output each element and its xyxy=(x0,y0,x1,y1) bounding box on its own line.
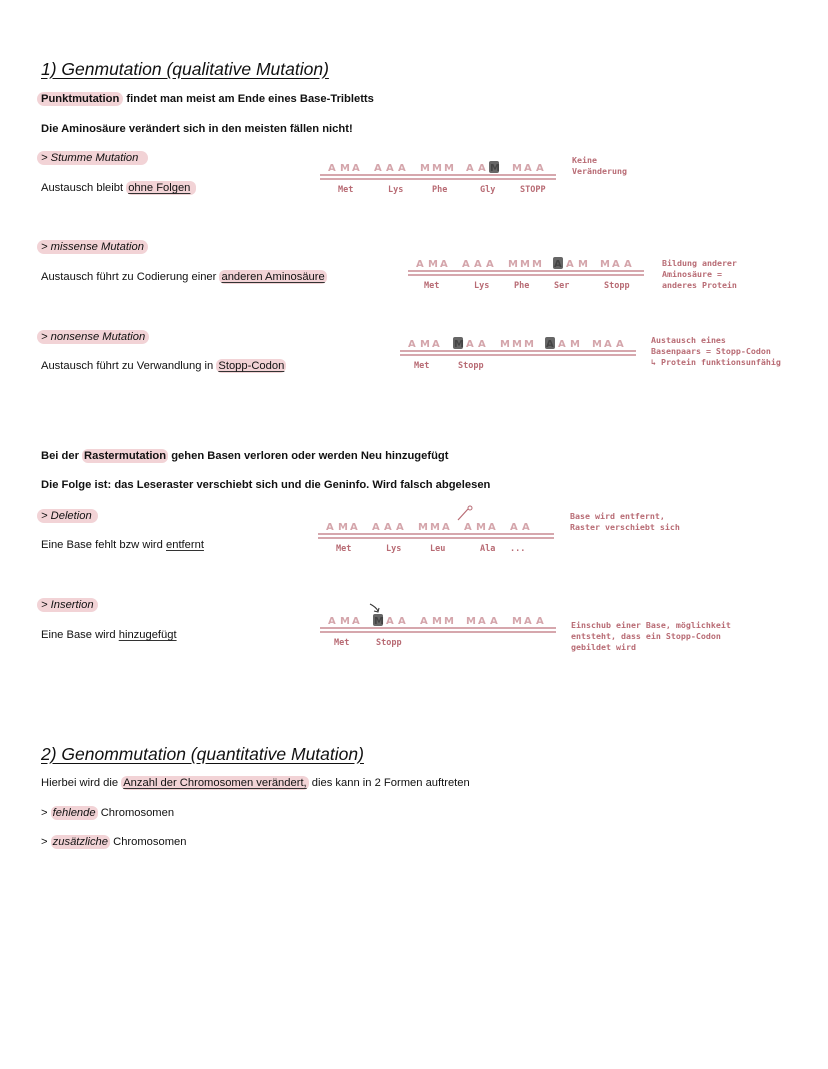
term-entfernt: entfernt xyxy=(166,539,204,551)
term-punktmutation: Punktmutation xyxy=(37,92,123,106)
heading-nonsense-mutation xyxy=(41,331,149,343)
base-letter: A xyxy=(386,163,394,174)
base-letter: M xyxy=(512,339,522,350)
term-anzahl-chromosomen: Anzahl der Chromosomen verändert, xyxy=(123,777,307,789)
base-letter: A xyxy=(408,339,416,350)
base-letter: M xyxy=(338,522,348,533)
base-letter: M xyxy=(428,259,438,270)
amino-acid-label: Phe xyxy=(432,185,448,195)
base-letter: A xyxy=(536,163,544,174)
amino-acid-label: ... xyxy=(510,544,526,554)
base-letter: A xyxy=(350,522,358,533)
text-stumme-pre: Austausch bleibt xyxy=(41,182,127,194)
removed-base-mark xyxy=(468,506,472,510)
base-letter: A xyxy=(466,163,474,174)
base-letter: M xyxy=(340,616,350,627)
base-letter: A xyxy=(396,522,404,533)
base-letter: M xyxy=(476,522,486,533)
note-line: gebildet wird xyxy=(571,642,636,652)
base-letter: A xyxy=(352,616,360,627)
amino-acid-label: Stopp xyxy=(458,361,484,371)
term-ohne-folgen: ohne Folgen xyxy=(126,181,196,195)
amino-acid-label: Gly xyxy=(480,185,496,195)
item-zusaetzliche-rest: Chromosomen xyxy=(110,836,187,848)
note-line: entsteht, dass ein Stopp-Codon xyxy=(571,631,721,641)
amino-acid-label: Ser xyxy=(554,281,570,291)
heading-stumme-mutation xyxy=(41,152,148,164)
base-letter: M xyxy=(444,163,454,174)
amino-acid-label: Met xyxy=(338,185,354,195)
base-letter: M xyxy=(600,259,610,270)
text-missense xyxy=(41,271,327,283)
item-fehlende-prefix: > xyxy=(41,807,51,819)
text-deletion xyxy=(41,539,204,551)
base-letter: A xyxy=(510,522,518,533)
base-letter: M xyxy=(418,522,428,533)
amino-acid-label: Stopp xyxy=(604,281,630,291)
base-letter: M xyxy=(374,616,384,627)
item-fehlende-rest: Chromosomen xyxy=(97,807,175,819)
amino-acid-label: Leu xyxy=(430,544,446,554)
heading-missense-mutation xyxy=(41,241,148,253)
term-anderen-aminosaeure: anderen Aminosäure xyxy=(221,271,325,283)
note-line: Austausch eines xyxy=(651,335,726,345)
base-letter: A xyxy=(466,339,474,350)
note-deletion xyxy=(570,511,680,533)
base-letter: A xyxy=(478,616,486,627)
base-letter: M xyxy=(500,339,510,350)
note-line: Raster verschiebt sich xyxy=(570,522,680,532)
text-nonsense xyxy=(41,360,286,372)
base-letter: A xyxy=(372,522,380,533)
raster-line-1 xyxy=(41,450,448,462)
base-letter: M xyxy=(432,163,442,174)
base-letter: A xyxy=(612,259,620,270)
insertion-heading-label: > Insertion xyxy=(37,598,98,612)
heading-insertion xyxy=(41,599,98,611)
base-letter: A xyxy=(420,616,428,627)
text-nonsense-pre: Austausch führt zu Verwandlung in xyxy=(41,360,217,372)
base-letter: A xyxy=(478,339,486,350)
base-letter: A xyxy=(442,522,450,533)
base-letter: A xyxy=(326,522,334,533)
base-letter: M xyxy=(430,522,440,533)
raster-line-1-pre: Bei der xyxy=(41,450,83,462)
note-line: Bildung anderer xyxy=(662,258,737,268)
base-letter: M xyxy=(578,259,588,270)
base-letter: A xyxy=(536,616,544,627)
intro-line-2: Die Aminosäure verändert sich in den meisten fällen nicht! xyxy=(41,123,353,135)
amino-acid-label: Met xyxy=(424,281,440,291)
note-insertion xyxy=(571,620,731,653)
raster-line-2: Die Folge ist: das Leseraster verschiebt sich und die Geninfo. Wird falsch abgelesen xyxy=(41,479,491,491)
base-letter: M xyxy=(512,616,522,627)
genom-line-rest: dies kann in 2 Formen auftreten xyxy=(308,777,470,789)
base-letter: A xyxy=(328,616,336,627)
base-letter: M xyxy=(420,163,430,174)
item-zusaetzliche-prefix: > xyxy=(41,836,51,848)
base-letter: A xyxy=(474,259,482,270)
note-missense xyxy=(662,258,737,291)
base-letter: A xyxy=(464,522,472,533)
base-letter: A xyxy=(524,163,532,174)
text-stumme xyxy=(41,182,196,194)
amino-acid-label: Lys xyxy=(388,185,404,195)
base-letter: A xyxy=(624,259,632,270)
base-letter: M xyxy=(454,339,464,350)
term-fehlende: fehlende xyxy=(52,807,96,819)
raster-line-1-rest: gehen Basen verloren oder werden Neu hinzugefügt xyxy=(168,450,449,462)
missense-heading-label: > missense Mutation xyxy=(37,240,148,254)
base-letter: A xyxy=(490,616,498,627)
dna-strand-missense xyxy=(408,255,648,295)
insertion-arrow xyxy=(370,604,379,612)
dna-strand-deletion xyxy=(318,506,558,554)
text-deletion-pre: Eine Base fehlt bzw wird xyxy=(41,539,166,551)
note-line: Einschub einer Base, möglichkeit xyxy=(571,620,731,630)
note-line: Aminosäure = xyxy=(662,269,722,279)
intro-line-1 xyxy=(41,93,374,105)
term-zusaetzliche: zusätzliche xyxy=(52,836,108,848)
base-letter: M xyxy=(466,616,476,627)
base-letter: M xyxy=(420,339,430,350)
base-letter: M xyxy=(512,163,522,174)
item-zusaetzliche xyxy=(41,836,186,848)
amino-acid-label: Lys xyxy=(386,544,402,554)
text-insertion-pre: Eine Base wird xyxy=(41,629,119,641)
nonsense-heading-label: > nonsense Mutation xyxy=(37,330,149,344)
note-line: Base wird entfernt, xyxy=(570,511,665,521)
note-line: Basenpaars = Stopp-Codon xyxy=(651,346,771,356)
base-letter: A xyxy=(486,259,494,270)
amino-acid-label: Met xyxy=(414,361,430,371)
base-letter: A xyxy=(546,339,554,350)
term-rastermutation: Rastermutation xyxy=(84,450,167,462)
amino-acid-label: Lys xyxy=(474,281,490,291)
note-nonsense xyxy=(651,335,781,368)
amino-acid-label: Ala xyxy=(480,544,496,554)
base-letter: A xyxy=(386,616,394,627)
amino-acid-label: STOPP xyxy=(520,185,546,195)
note-line: anderes Protein xyxy=(662,280,737,290)
dna-strand-insertion xyxy=(320,603,560,651)
base-letter: A xyxy=(554,259,562,270)
base-letter: A xyxy=(328,163,336,174)
base-letter: M xyxy=(592,339,602,350)
base-letter: M xyxy=(524,339,534,350)
base-letter: A xyxy=(432,339,440,350)
base-letter: A xyxy=(616,339,624,350)
base-letter: A xyxy=(488,522,496,533)
base-letter: M xyxy=(340,163,350,174)
base-letter: A xyxy=(416,259,424,270)
amino-acid-label: Met xyxy=(336,544,352,554)
base-letter: A xyxy=(440,259,448,270)
deletion-arrow xyxy=(458,509,468,520)
base-letter: A xyxy=(566,259,574,270)
deletion-heading-label: > Deletion xyxy=(37,509,98,523)
base-letter: A xyxy=(374,163,382,174)
item-fehlende xyxy=(41,807,174,819)
base-letter: M xyxy=(432,616,442,627)
base-letter: A xyxy=(604,339,612,350)
term-stopp-codon: Stopp-Codon xyxy=(218,360,285,372)
base-letter: M xyxy=(508,259,518,270)
amino-acid-label: Phe xyxy=(514,281,530,291)
note-stumme xyxy=(572,155,627,177)
heading-deletion xyxy=(41,510,98,522)
base-letter: A xyxy=(398,163,406,174)
base-letter: M xyxy=(520,259,530,270)
base-letter: A xyxy=(524,616,532,627)
genom-line xyxy=(41,777,470,789)
base-letter: A xyxy=(384,522,392,533)
intro-line-1-rest: findet man meist am Ende eines Base-Tribletts xyxy=(123,93,374,105)
amino-acid-label: Stopp xyxy=(376,638,402,648)
base-letter: A xyxy=(478,163,486,174)
dna-strand-nonsense xyxy=(400,335,640,375)
amino-acid-label: Met xyxy=(334,638,350,648)
term-hinzugefuegt: hinzugefügt xyxy=(118,629,177,641)
base-letter: M xyxy=(532,259,542,270)
base-letter: M xyxy=(490,163,500,174)
base-letter: A xyxy=(522,522,530,533)
text-insertion xyxy=(41,629,177,641)
base-letter: M xyxy=(570,339,580,350)
note-line: Keine xyxy=(572,155,597,165)
note-line: ↳ Protein funktionsunfähig xyxy=(651,357,781,367)
dna-strand-stumme xyxy=(320,155,560,195)
base-letter: A xyxy=(462,259,470,270)
genom-line-pre: Hierbei wird die xyxy=(41,777,122,789)
stumme-heading-label: > Stumme Mutation xyxy=(37,151,148,165)
base-letter: A xyxy=(558,339,566,350)
note-line: Veränderung xyxy=(572,166,627,176)
section1-title: 1) Genmutation (qualitative Mutation) xyxy=(41,59,329,79)
base-letter: A xyxy=(352,163,360,174)
text-missense-pre: Austausch führt zu Codierung einer xyxy=(41,271,220,283)
base-letter: A xyxy=(398,616,406,627)
base-letter: M xyxy=(444,616,454,627)
section2-title: 2) Genommutation (quantitative Mutation) xyxy=(41,744,364,764)
